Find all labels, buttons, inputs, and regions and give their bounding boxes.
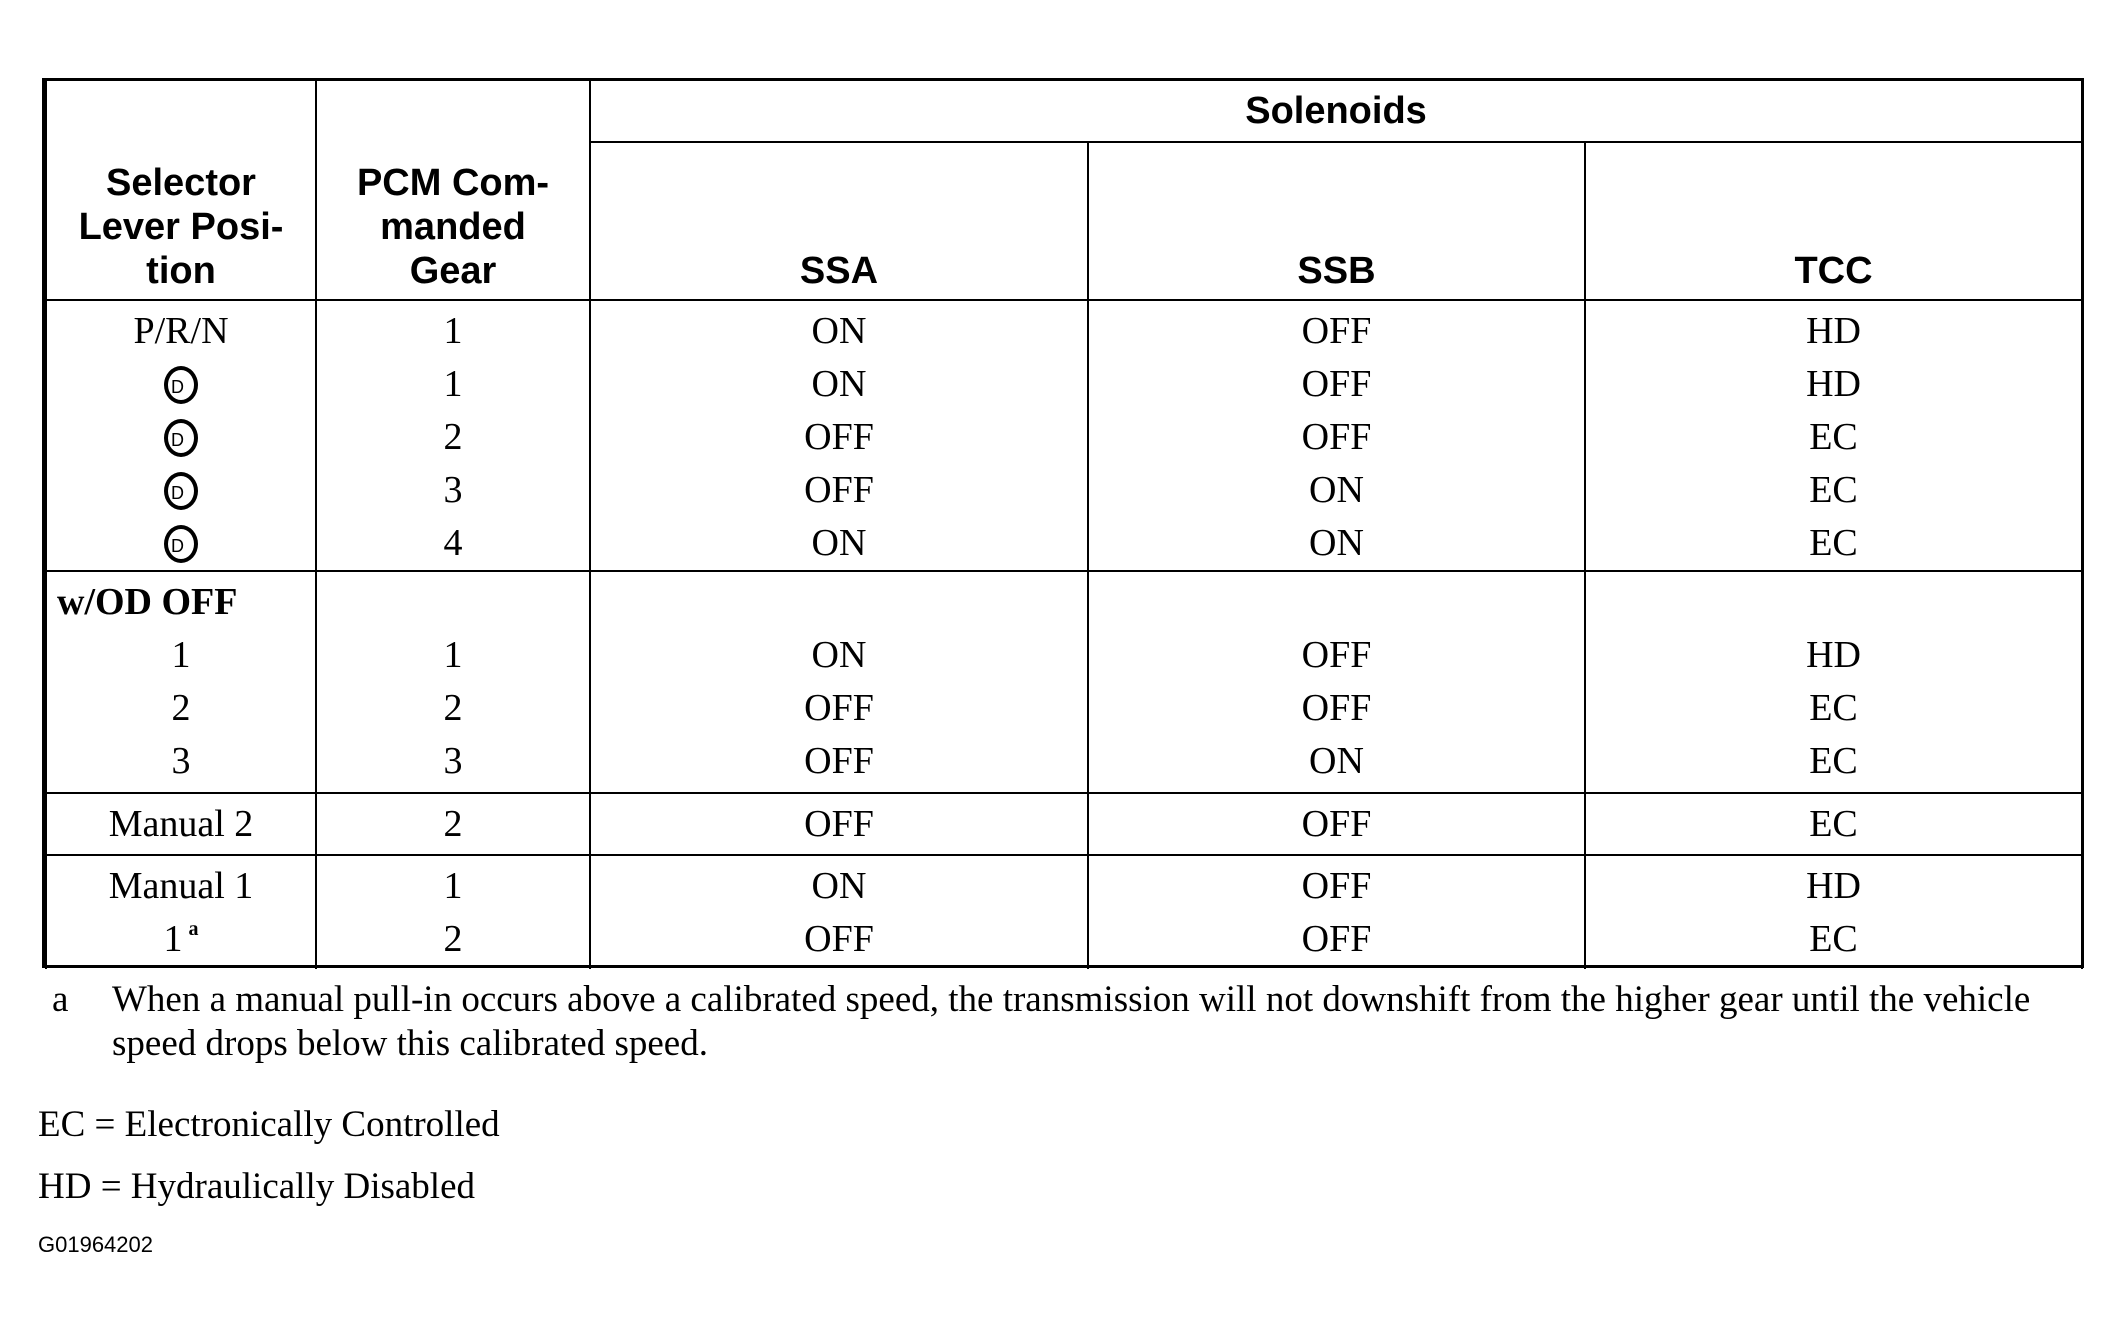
- ssb-cell: OFF: [1301, 363, 1372, 405]
- tcc-cell: EC: [1809, 522, 1858, 564]
- ssb-cell: ON: [1309, 522, 1364, 564]
- header-ssa: SSA: [590, 142, 1088, 300]
- legend-hd: HD = Hydraulically Disabled: [38, 1166, 476, 1207]
- ssa-column: [590, 793, 1088, 855]
- header-tcc: TCC: [1585, 142, 2082, 300]
- gear-cell: 1: [443, 634, 463, 676]
- tcc-cell: HD: [1806, 310, 1861, 352]
- header-selector-line-3: tion: [146, 250, 216, 292]
- gear-cell: 2: [443, 416, 463, 458]
- ssb-cell: OFF: [1301, 310, 1372, 352]
- tcc-column: [1585, 571, 2082, 793]
- selector-cell: 2: [171, 687, 191, 729]
- selector-cell: [47, 517, 315, 570]
- ssb-cell: OFF: [1301, 634, 1372, 676]
- ssb-cell: OFF: [1301, 918, 1372, 960]
- footnote-reference: a: [188, 918, 199, 940]
- header-selector-lever-position: [46, 81, 316, 300]
- od-off-label: w/OD OFF: [57, 581, 238, 623]
- tcc-cell: HD: [1806, 634, 1861, 676]
- header-selector-line-2: Lever Posi-: [78, 206, 284, 248]
- ssa-cell: OFF: [804, 416, 874, 458]
- selector-cell: P/R/N: [133, 310, 229, 352]
- ssa-cell: ON: [811, 865, 867, 907]
- gear-cell: 1: [443, 363, 463, 405]
- tcc-cell: EC: [1809, 469, 1858, 511]
- tcc-cell: EC: [1809, 740, 1858, 782]
- ssb-column: [1088, 855, 1585, 969]
- selector-cell: [47, 411, 315, 464]
- gear-cell: 3: [443, 740, 463, 782]
- selector-cell: Manual 2: [108, 803, 254, 845]
- tcc-cell: HD: [1806, 363, 1861, 405]
- ssb-cell: OFF: [1301, 803, 1372, 845]
- tcc-cell: EC: [1809, 918, 1858, 960]
- selector-value: 1: [163, 918, 183, 960]
- tcc-cell: EC: [1809, 803, 1858, 845]
- gear-cell: 2: [443, 918, 463, 960]
- gear-cell: 2: [443, 687, 463, 729]
- selector-column: [46, 855, 316, 969]
- solenoid-table: [45, 81, 2083, 969]
- ssa-column: [590, 300, 1088, 571]
- ssb-cell: OFF: [1301, 865, 1372, 907]
- ssa-cell: ON: [811, 522, 867, 564]
- ssb-cell: ON: [1309, 469, 1364, 511]
- header-selector-line-1: Selector: [106, 162, 256, 204]
- header-ssb: SSB: [1088, 142, 1585, 300]
- footnote-marker: a: [52, 979, 69, 1020]
- gear-cell: 1: [443, 865, 463, 907]
- ssa-cell: OFF: [804, 918, 874, 960]
- selector-cell: [47, 464, 315, 517]
- ssa-column: [590, 571, 1088, 793]
- gear-cell: 3: [443, 469, 463, 511]
- ssb-cell: OFF: [1301, 687, 1372, 729]
- overdrive-d-letter: D: [171, 536, 184, 557]
- ssa-cell: OFF: [804, 687, 874, 729]
- header-gear-line-3: Gear: [409, 250, 497, 292]
- gear-column: [316, 855, 590, 969]
- figure-id: G01964202: [38, 1232, 153, 1257]
- table-row-group: [46, 300, 2082, 571]
- ssb-cell: ON: [1309, 740, 1364, 782]
- overdrive-d-letter: D: [171, 430, 184, 451]
- tcc-column: [1585, 300, 2082, 571]
- ssa-cell: ON: [811, 310, 867, 352]
- gear-cell: 1: [443, 310, 463, 352]
- header-pcm-commanded-gear: [316, 81, 590, 300]
- selector-cell: Manual 1: [108, 865, 254, 907]
- ssb-column: [1088, 300, 1585, 571]
- footnote-text: When a manual pull-in occurs above a calibrated speed, the transmission will not downshift from the higher gear until the vehicle speed drops below this calibrated speed.: [112, 979, 2031, 1064]
- selector-cell: [47, 913, 315, 966]
- overdrive-d-icon: [164, 525, 198, 563]
- header-solenoids: Solenoids: [590, 81, 2082, 142]
- selector-column: [46, 571, 316, 793]
- ssa-cell: ON: [811, 634, 867, 676]
- tcc-cell: EC: [1809, 687, 1858, 729]
- ssa-cell: OFF: [804, 469, 874, 511]
- ssa-cell: OFF: [804, 740, 874, 782]
- gear-column: [316, 793, 590, 855]
- selector-cell: [47, 358, 315, 411]
- table-row-group: [46, 571, 2082, 793]
- overdrive-d-icon: [164, 366, 198, 404]
- ssb-cell: OFF: [1301, 416, 1372, 458]
- legend-ec: EC = Electronically Controlled: [38, 1104, 500, 1145]
- tcc-cell: HD: [1806, 865, 1861, 907]
- header-gear-line-1: PCM Com-: [356, 162, 550, 204]
- overdrive-d-icon: [164, 419, 198, 457]
- ssb-column: [1088, 571, 1585, 793]
- ssa-cell: OFF: [804, 803, 874, 845]
- gear-column: [316, 571, 590, 793]
- selector-cell: 3: [171, 740, 191, 782]
- ssb-column: [1088, 793, 1585, 855]
- header-gear-line-2: manded: [380, 206, 526, 248]
- ssa-column: [590, 855, 1088, 969]
- tcc-cell: EC: [1809, 416, 1858, 458]
- overdrive-d-icon: [164, 472, 198, 510]
- tcc-column: [1585, 855, 2082, 969]
- table-row-group: [46, 793, 2082, 855]
- gear-column: [316, 300, 590, 571]
- tcc-column: [1585, 793, 2082, 855]
- selector-column: [46, 793, 316, 855]
- overdrive-d-letter: D: [171, 377, 184, 398]
- selector-cell: 1: [171, 634, 191, 676]
- ssa-cell: ON: [811, 363, 867, 405]
- overdrive-d-letter: D: [171, 483, 184, 504]
- table-row-group: [46, 855, 2082, 969]
- selector-column: [46, 300, 316, 571]
- gear-cell: 2: [443, 803, 463, 845]
- gear-cell: 4: [443, 522, 463, 564]
- solenoid-application-table: [42, 78, 2084, 968]
